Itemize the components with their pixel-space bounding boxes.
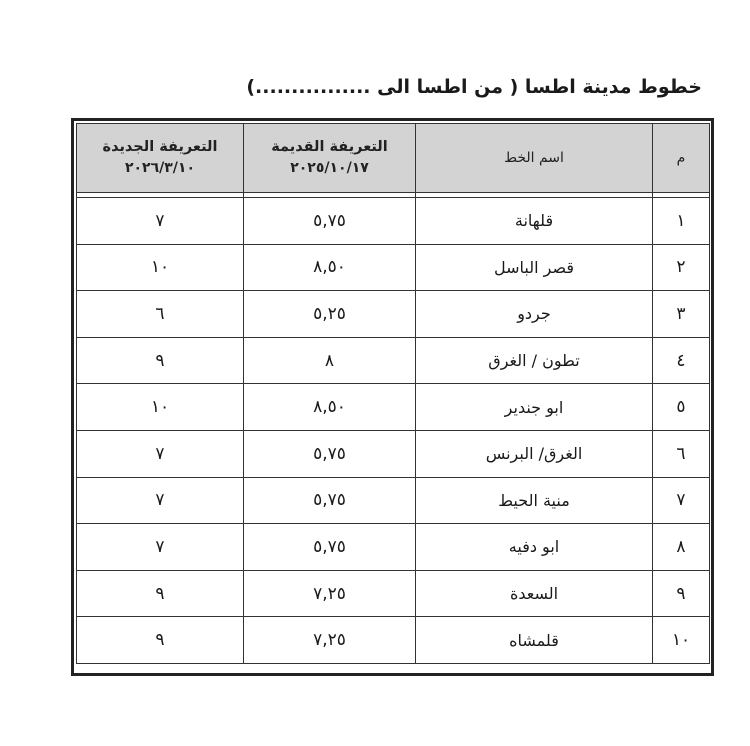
row-new-fare-cell: ٩ [77, 337, 244, 384]
table-row [77, 384, 710, 431]
header-new-fare-label: التعريفة الجديدة [102, 138, 218, 155]
row-old-fare-cell: ٥,٢٥ [244, 291, 416, 338]
row-index-cell: ٤ [653, 337, 710, 384]
row-line-name-cell: جردو [416, 291, 653, 338]
table-row [77, 570, 710, 617]
table-row [77, 477, 710, 524]
row-old-fare-cell: ٨ [244, 337, 416, 384]
fare-table-frame [71, 118, 714, 676]
row-old-fare-cell: ٧,٢٥ [244, 617, 416, 664]
table-row [77, 198, 710, 245]
row-new-fare-cell: ٧ [77, 524, 244, 571]
header-old-fare [244, 124, 416, 193]
row-index-cell: ٩ [653, 570, 710, 617]
header-old-fare-date: ٢٠٢٥/١٠/١٧ [290, 160, 369, 177]
table-row [77, 244, 710, 291]
row-line-name-cell: الغرق/ البرنس [416, 430, 653, 477]
row-old-fare-cell: ٥,٧٥ [244, 524, 416, 571]
row-line-name-cell: ابو جندير [416, 384, 653, 431]
row-line-name-cell: قلهانة [416, 198, 653, 245]
row-index-cell: ٦ [653, 430, 710, 477]
table-row [77, 337, 710, 384]
table-row [77, 430, 710, 477]
fare-table-body [77, 193, 710, 664]
table-header-row [77, 124, 710, 193]
fare-table [76, 123, 710, 664]
row-old-fare-cell: ٥,٧٥ [244, 477, 416, 524]
row-new-fare-cell: ٧ [77, 477, 244, 524]
row-old-fare-cell: ٥,٧٥ [244, 198, 416, 245]
row-old-fare-cell: ٨,٥٠ [244, 244, 416, 291]
row-new-fare-cell: ٩ [77, 617, 244, 664]
row-old-fare-cell: ٧,٢٥ [244, 570, 416, 617]
row-new-fare-cell: ٧ [77, 198, 244, 245]
row-index-cell: ٨ [653, 524, 710, 571]
header-index: م [653, 124, 710, 193]
row-index-cell: ٢ [653, 244, 710, 291]
row-line-name-cell: ابو دفيه [416, 524, 653, 571]
row-index-cell: ١٠ [653, 617, 710, 664]
row-index-cell: ٧ [653, 477, 710, 524]
header-new-fare [77, 124, 244, 193]
row-line-name-cell: السعدة [416, 570, 653, 617]
table-row [77, 617, 710, 664]
row-index-cell: ٣ [653, 291, 710, 338]
row-new-fare-cell: ٦ [77, 291, 244, 338]
row-line-name-cell: منية الحيط [416, 477, 653, 524]
row-line-name-cell: قصر الباسل [416, 244, 653, 291]
row-old-fare-cell: ٥,٧٥ [244, 430, 416, 477]
page-title: خطوط مدينة اطسا ( من اطسا الى ................) [246, 76, 702, 98]
row-new-fare-cell: ١٠ [77, 384, 244, 431]
row-new-fare-cell: ٩ [77, 570, 244, 617]
table-row [77, 291, 710, 338]
header-old-fare-label: التعريفة القديمة [271, 138, 388, 155]
table-row [77, 524, 710, 571]
row-index-cell: ١ [653, 198, 710, 245]
header-new-fare-date: ٢٠٢٦/٣/١٠ [124, 160, 196, 177]
row-index-cell: ٥ [653, 384, 710, 431]
row-new-fare-cell: ١٠ [77, 244, 244, 291]
row-new-fare-cell: ٧ [77, 430, 244, 477]
row-old-fare-cell: ٨,٥٠ [244, 384, 416, 431]
row-line-name-cell: تطون / الغرق [416, 337, 653, 384]
row-line-name-cell: قلمشاه [416, 617, 653, 664]
header-line-name: اسم الخط [416, 124, 653, 193]
